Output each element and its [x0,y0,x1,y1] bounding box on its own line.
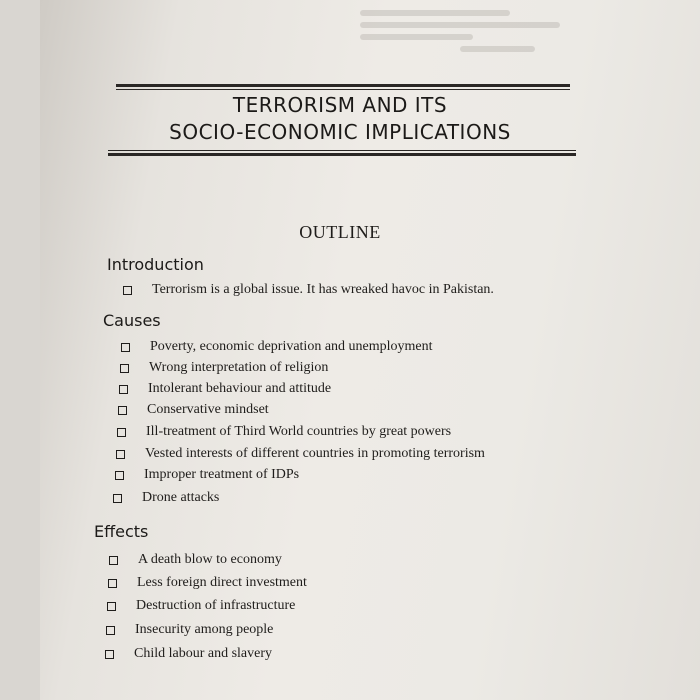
list-item: Drone attacks [113,490,219,506]
checkbox-icon [109,556,118,565]
outline-heading: OUTLINE [299,222,381,242]
checkbox-icon [113,494,122,503]
list-item: Wrong interpretation of religion [120,360,328,376]
chapter-title [110,92,570,146]
checkbox-icon [123,286,132,295]
title-rule-bottom [108,150,576,156]
checkbox-icon [121,343,130,352]
causes-heading: Causes [103,311,161,330]
list-item: Child labour and slavery [105,646,272,662]
checkbox-icon [118,406,127,415]
checkbox-icon [120,364,129,373]
title-rule-top [116,84,570,90]
bleed-through-text [360,4,610,64]
title-line-2: SOCIO-ECONOMIC IMPLICATIONS [169,120,511,144]
list-item: Insecurity among people [106,622,273,638]
list-item: Less foreign direct investment [108,575,307,591]
checkbox-icon [108,579,117,588]
list-item: Intolerant behaviour and attitude [119,381,331,397]
introduction-heading: Introduction [107,255,204,274]
checkbox-icon [115,471,124,480]
list-item: Poverty, economic deprivation and unemployment [121,339,433,355]
list-item: Improper treatment of IDPs [115,467,299,483]
checkbox-icon [106,626,115,635]
checkbox-icon [117,428,126,437]
checkbox-icon [107,602,116,611]
list-item: Vested interests of different countries in promoting terrorism [116,446,485,462]
list-item: Destruction of infrastructure [107,598,295,614]
list-item: Ill-treatment of Third World countries by great powers [117,424,451,440]
title-line-1: TERRORISM AND ITS [232,93,448,117]
checkbox-icon [105,650,114,659]
effects-heading: Effects [94,522,149,541]
list-item: Conservative mindset [118,402,269,418]
checkbox-icon [119,385,128,394]
list-item: Terrorism is a global issue. It has wreaked havoc in Pakistan. [123,282,494,298]
checkbox-icon [116,450,125,459]
list-item: A death blow to economy [109,552,282,568]
